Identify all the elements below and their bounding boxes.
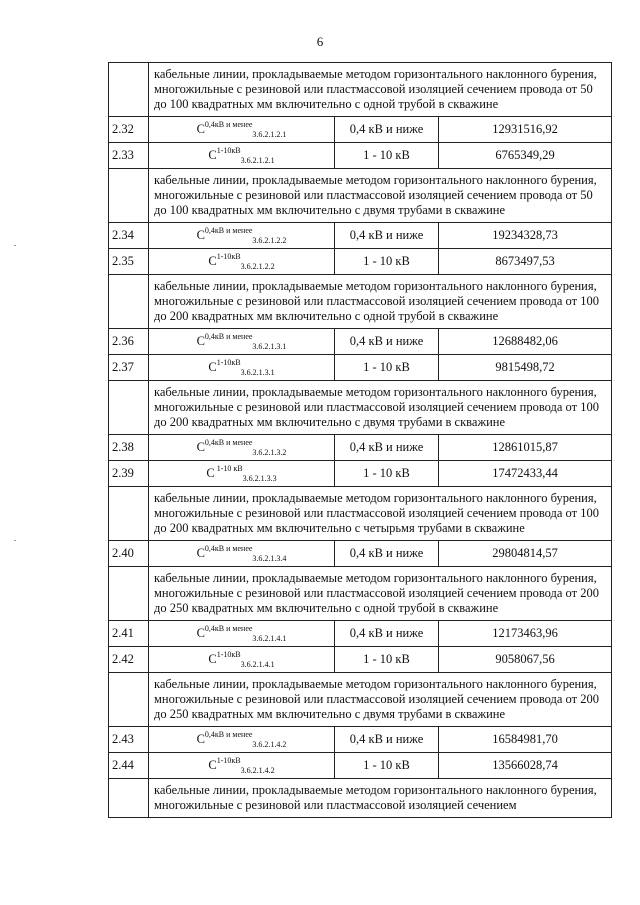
rate-code-voltage-superscript: 0,4кВ и менее — [204, 544, 253, 553]
rate-code-voltage-superscript: 1-10кВ — [216, 252, 241, 261]
rate-code-voltage-superscript: 0,4кВ и менее — [204, 332, 253, 341]
voltage-level: 0,4 кВ и ниже — [335, 117, 439, 143]
rate-value: 12861015,87 — [439, 435, 612, 461]
rate-code-base: C — [208, 758, 217, 772]
row-number: 2.35 — [109, 249, 149, 275]
rate-code-voltage-superscript: 1-10кВ — [216, 146, 241, 155]
rate-row — [109, 143, 612, 169]
section-description-row — [109, 487, 612, 541]
rate-row — [109, 727, 612, 753]
empty-number-cell — [109, 275, 149, 329]
rate-code — [149, 143, 335, 169]
rate-row — [109, 621, 612, 647]
scan-mark — [14, 245, 16, 246]
rate-code-voltage-superscript: 0,4кВ и менее — [204, 438, 253, 447]
rate-row — [109, 223, 612, 249]
rate-code-base: C — [206, 466, 215, 480]
rate-row — [109, 435, 612, 461]
voltage-level: 1 - 10 кВ — [335, 647, 439, 673]
voltage-level: 1 - 10 кВ — [335, 461, 439, 487]
row-number: 2.42 — [109, 647, 149, 673]
section-description: кабельные линии, прокладываемые методом горизонтального наклонного бурения, многожильные с резиновой или пластмассовой изоляцией сечением провода от 50 до 100 квадратных мм включительно с одной трубой в скважине — [149, 63, 612, 117]
voltage-level: 1 - 10 кВ — [335, 143, 439, 169]
rate-code-base: C — [208, 360, 217, 374]
rate-row — [109, 753, 612, 779]
rate-code — [149, 223, 335, 249]
rate-code — [149, 461, 335, 487]
rate-code-base: C — [196, 626, 205, 640]
rate-row — [109, 355, 612, 381]
rate-value: 16584981,70 — [439, 727, 612, 753]
voltage-level: 0,4 кВ и ниже — [335, 329, 439, 355]
rate-value: 12931516,92 — [439, 117, 612, 143]
rate-code-index-subscript: 3.6.2.1.3.3 — [242, 474, 277, 483]
rate-code-index-subscript: 3.6.2.1.2.2 — [252, 236, 287, 245]
row-number: 2.36 — [109, 329, 149, 355]
empty-number-cell — [109, 779, 149, 818]
row-number: 2.40 — [109, 541, 149, 567]
section-description: кабельные линии, прокладываемые методом горизонтального наклонного бурения, многожильные с резиновой или пластмассовой изоляцией сечением провода от 100 до 200 квадратных мм включительно с двумя трубами в скважине — [149, 381, 612, 435]
rate-value: 6765349,29 — [439, 143, 612, 169]
rate-code-index-subscript: 3.6.2.1.2.1 — [240, 156, 275, 165]
row-number: 2.32 — [109, 117, 149, 143]
rate-code-voltage-superscript: 1-10 кВ — [214, 464, 243, 473]
rate-code-index-subscript: 3.6.2.1.4.2 — [240, 766, 275, 775]
rate-row — [109, 249, 612, 275]
empty-number-cell — [109, 567, 149, 621]
empty-number-cell — [109, 673, 149, 727]
rate-row — [109, 541, 612, 567]
section-description-row — [109, 673, 612, 727]
section-description-row — [109, 779, 612, 818]
rate-code-index-subscript: 3.6.2.1.3.4 — [252, 554, 287, 563]
section-description-row — [109, 169, 612, 223]
rate-code-index-subscript: 3.6.2.1.3.1 — [252, 342, 287, 351]
voltage-level: 0,4 кВ и ниже — [335, 621, 439, 647]
section-description: кабельные линии, прокладываемые методом горизонтального наклонного бурения, многожильные с резиновой или пластмассовой изоляцией сечением провода от 100 до 200 квадратных мм включительно с одной трубой в скважине — [149, 275, 612, 329]
rate-code-base: C — [196, 546, 205, 560]
rate-code-base: C — [196, 122, 205, 136]
rate-row — [109, 329, 612, 355]
rate-code — [149, 249, 335, 275]
rate-code — [149, 435, 335, 461]
voltage-level: 1 - 10 кВ — [335, 249, 439, 275]
voltage-level: 1 - 10 кВ — [335, 753, 439, 779]
section-description: кабельные линии, прокладываемые методом горизонтального наклонного бурения, многожильные с резиновой или пластмассовой изоляцией сечением провода от 100 до 200 квадратных мм включительно с четырьмя трубами в скважине — [149, 487, 612, 541]
section-description: кабельные линии, прокладываемые методом горизонтального наклонного бурения, многожильные с резиновой или пластмассовой изоляцией сечением — [149, 779, 612, 818]
empty-number-cell — [109, 169, 149, 223]
voltage-level: 1 - 10 кВ — [335, 355, 439, 381]
rate-code-index-subscript: 3.6.2.1.2.2 — [240, 262, 275, 271]
empty-number-cell — [109, 487, 149, 541]
section-description-row — [109, 381, 612, 435]
rate-code-voltage-superscript: 1-10кВ — [216, 756, 241, 765]
empty-number-cell — [109, 63, 149, 117]
row-number: 2.43 — [109, 727, 149, 753]
rate-code — [149, 355, 335, 381]
rate-code-base: C — [208, 254, 217, 268]
rate-code-voltage-superscript: 0,4кВ и менее — [204, 730, 253, 739]
rate-code — [149, 541, 335, 567]
row-number: 2.41 — [109, 621, 149, 647]
row-number: 2.38 — [109, 435, 149, 461]
rate-row — [109, 117, 612, 143]
rate-code-index-subscript: 3.6.2.1.4.1 — [252, 634, 287, 643]
rate-code-base: C — [208, 652, 217, 666]
rate-value: 8673497,53 — [439, 249, 612, 275]
rate-value: 13566028,74 — [439, 753, 612, 779]
rate-code-index-subscript: 3.6.2.1.4.1 — [240, 660, 275, 669]
rate-value: 19234328,73 — [439, 223, 612, 249]
rate-code-voltage-superscript: 1-10кВ — [216, 358, 241, 367]
row-number: 2.39 — [109, 461, 149, 487]
page-number: 6 — [316, 34, 324, 49]
rate-row — [109, 647, 612, 673]
voltage-level: 0,4 кВ и ниже — [335, 223, 439, 249]
tariff-table-body — [109, 63, 612, 818]
rate-code-voltage-superscript: 1-10кВ — [216, 650, 241, 659]
rate-row — [109, 461, 612, 487]
rate-code — [149, 329, 335, 355]
rate-code-base: C — [196, 440, 205, 454]
rate-code-voltage-superscript: 0,4кВ и менее — [204, 120, 253, 129]
rate-value: 12688482,06 — [439, 329, 612, 355]
rate-code-voltage-superscript: 0,4кВ и менее — [204, 226, 253, 235]
row-number: 2.34 — [109, 223, 149, 249]
rate-code-index-subscript: 3.6.2.1.2.1 — [252, 130, 287, 139]
section-description-row — [109, 567, 612, 621]
section-description: кабельные линии, прокладываемые методом горизонтального наклонного бурения, многожильные с резиновой или пластмассовой изоляцией сечением провода от 50 до 100 квадратных мм включительно с двумя трубами в скважине — [149, 169, 612, 223]
rate-code — [149, 727, 335, 753]
rate-code — [149, 117, 335, 143]
section-description: кабельные линии, прокладываемые методом горизонтального наклонного бурения, многожильные с резиновой или пластмассовой изоляцией сечением провода от 200 до 250 квадратных мм включительно с одной трубой в скважине — [149, 567, 612, 621]
section-description-row — [109, 275, 612, 329]
rate-value: 12173463,96 — [439, 621, 612, 647]
rate-code-index-subscript: 3.6.2.1.3.2 — [252, 448, 287, 457]
voltage-level: 0,4 кВ и ниже — [335, 727, 439, 753]
rate-code-base: C — [196, 334, 205, 348]
rate-value: 9815498,72 — [439, 355, 612, 381]
rate-code-voltage-superscript: 0,4кВ и менее — [204, 624, 253, 633]
voltage-level: 0,4 кВ и ниже — [335, 435, 439, 461]
section-description-row — [109, 63, 612, 117]
rate-code — [149, 647, 335, 673]
rate-code-base: C — [196, 732, 205, 746]
rate-code-base: C — [208, 148, 217, 162]
rate-value: 9058067,56 — [439, 647, 612, 673]
rate-value: 17472433,44 — [439, 461, 612, 487]
rate-code — [149, 753, 335, 779]
rate-value: 29804814,57 — [439, 541, 612, 567]
empty-number-cell — [109, 381, 149, 435]
rate-code — [149, 621, 335, 647]
rate-code-index-subscript: 3.6.2.1.4.2 — [252, 740, 287, 749]
voltage-level: 0,4 кВ и ниже — [335, 541, 439, 567]
row-number: 2.37 — [109, 355, 149, 381]
row-number: 2.33 — [109, 143, 149, 169]
tariff-table — [108, 62, 612, 818]
scan-mark — [14, 540, 16, 541]
rate-code-index-subscript: 3.6.2.1.3.1 — [240, 368, 275, 377]
row-number: 2.44 — [109, 753, 149, 779]
section-description: кабельные линии, прокладываемые методом горизонтального наклонного бурения, многожильные с резиновой или пластмассовой изоляцией сечением провода от 200 до 250 квадратных мм включительно с двумя трубами в скважине — [149, 673, 612, 727]
rate-code-base: C — [196, 228, 205, 242]
